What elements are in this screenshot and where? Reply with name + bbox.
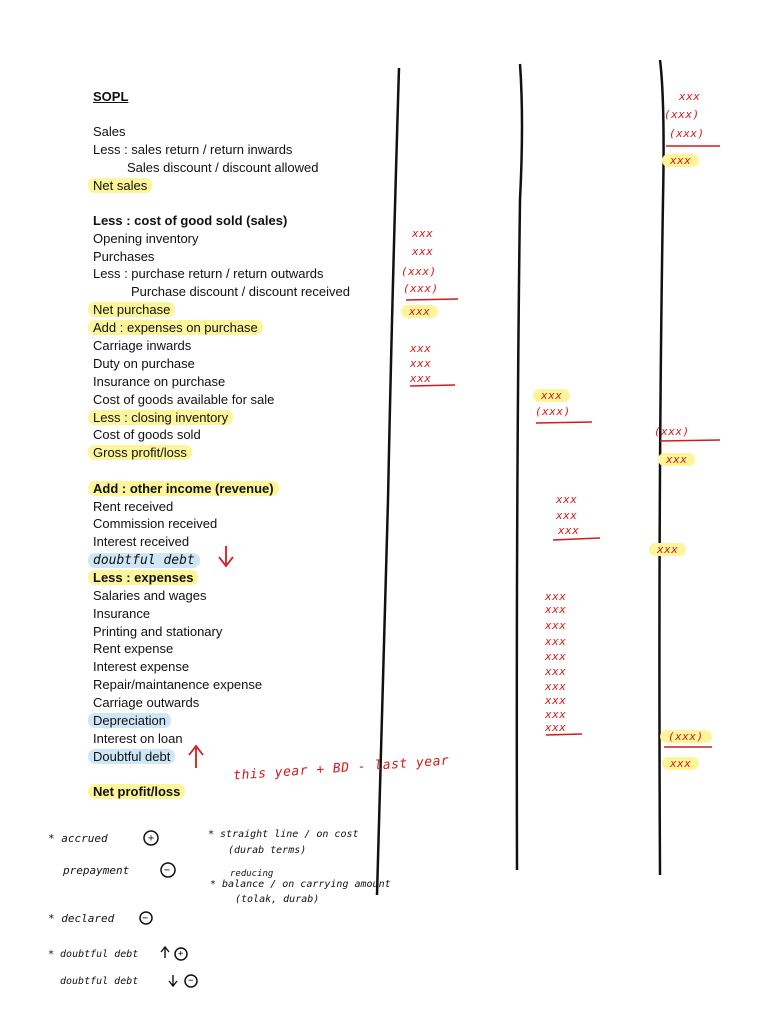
line-doubtful-debt: Doubtful debt [88, 749, 175, 764]
arrow-down-icon [219, 546, 233, 566]
amount-col3-net-sales: xxx [662, 154, 699, 167]
amount-col2-depreciation: xxx [545, 694, 567, 707]
note-declared: * declared [48, 912, 115, 925]
underline-col3-cogs [660, 440, 720, 441]
amount-col2-interest-on-loan: xxx [545, 708, 567, 721]
line-insurance: Insurance [93, 606, 151, 621]
line-carriage-inwards: Carriage inwards [93, 338, 192, 353]
line-gross-profit-loss: Gross profit/loss [88, 445, 192, 460]
arrow-up-small-icon [161, 947, 169, 958]
amount-col3-net-profit: xxx [662, 757, 699, 770]
line-expenses-on-purchase: Add : expenses on purchase [88, 320, 263, 335]
line-net-purchase: Net purchase [88, 302, 175, 317]
amount-col2-insurance: xxx [545, 603, 567, 616]
line-printing-stationary: Printing and stationary [93, 624, 223, 639]
amount-col2-closing-inventory: (xxx) [535, 405, 571, 418]
line-opening-inventory: Opening inventory [93, 231, 199, 246]
amount-col2-printing: xxx [545, 619, 567, 632]
arrow-up-icon [189, 746, 203, 768]
note-reducing: reducing [230, 869, 274, 879]
amount-col2-commission-received: xxx [556, 509, 578, 522]
amount-col1-purchase-discount: (xxx) [403, 282, 439, 295]
line-sales-return: Less : sales return / return inwards [93, 142, 293, 157]
line-insurance-on-purchase: Insurance on purchase [93, 374, 226, 389]
amount-col1-duty: xxx [410, 357, 432, 370]
line-depreciation: Depreciation [88, 713, 171, 728]
line-sales-discount: Sales discount / discount allowed [127, 160, 319, 175]
line-purchases: Purchases [93, 249, 155, 264]
note-doubtful-up-sign: + [178, 949, 184, 959]
note-prepayment: prepayment [63, 864, 130, 877]
amount-col1-purchases: xxx [412, 245, 434, 258]
amount-col2-carriage-outwards: xxx [545, 680, 567, 693]
underline-col1-purchase [406, 299, 458, 300]
line-closing-inventory: Less : closing inventory [88, 410, 233, 425]
line-carriage-outwards: Carriage outwards [93, 695, 200, 710]
amount-col2-available-for-sale: xxx [533, 389, 570, 402]
underline-col1-expenses [410, 385, 455, 386]
amount-col2-salaries: xxx [545, 590, 567, 603]
note-straight-line-sub: (durab terms) [228, 845, 307, 856]
line-interest-on-loan: Interest on loan [93, 731, 183, 746]
line-interest-expense: Interest expense [93, 659, 190, 674]
line-purchase-discount: Purchase discount / discount received [131, 284, 350, 299]
note-doubtful-debt-up: * doubtful debt [48, 949, 139, 960]
line-interest-received: Interest received [93, 534, 190, 549]
amount-col2-rent: xxx [545, 635, 567, 648]
note-doubtful-down-sign: − [188, 976, 194, 986]
amount-col1-purchase-return: (xxx) [401, 265, 437, 278]
column-line-3 [659, 60, 663, 875]
line-other-income-header: Add : other income (revenue) [88, 481, 279, 496]
note-declared-sign: − [142, 913, 149, 924]
line-cost-available-for-sale: Cost of goods available for sale [93, 392, 275, 407]
amount-col2-repair: xxx [545, 665, 567, 678]
statement-title: SOPL [93, 89, 129, 104]
amount-col2-rent-received: xxx [556, 493, 578, 506]
line-duty-on-purchase: Duty on purchase [93, 356, 195, 371]
note-balance: * balance / on carrying amount [210, 879, 391, 890]
amount-col3-expenses: (xxx) [660, 730, 712, 743]
amount-col3-gross-profit: xxx [658, 453, 695, 466]
note-straight-line: * straight line / on cost [208, 829, 359, 840]
note-prepayment-sign: − [164, 865, 171, 876]
amount-col1-insurance: xxx [410, 372, 432, 385]
line-cost-of-goods-sold: Cost of goods sold [93, 427, 201, 442]
amount-col2-interest: xxx [545, 650, 567, 663]
annotation-this-year-note: this year + BD - last year [232, 753, 450, 784]
line-commission-received: Commission received [93, 516, 218, 531]
amount-col3-other-income: xxx [649, 543, 686, 556]
line-salaries-wages: Salaries and wages [93, 588, 207, 603]
amount-col1-net-purchase: xxx [401, 305, 438, 318]
amount-col1-carriage-inwards: xxx [410, 342, 432, 355]
amount-col2-doubtful-debt: xxx [545, 721, 567, 734]
underline-col2-expenses [546, 734, 582, 735]
note-balance-sub: (tolak, durab) [235, 894, 320, 905]
amount-col3-sales-discount: (xxx) [669, 127, 705, 140]
amount-col3-sales: xxx [679, 90, 701, 103]
amount-col2-interest-received: xxx [558, 524, 580, 537]
line-doubtful-debt-handwritten: doubtful debt [88, 553, 200, 568]
line-rent-expense: Rent expense [93, 641, 174, 656]
line-sales: Sales [93, 124, 126, 139]
column-line-2 [517, 64, 522, 870]
arrow-down-small-icon [169, 975, 177, 986]
note-accrued: * accrued [48, 832, 108, 845]
line-rent-received: Rent received [93, 499, 174, 514]
amount-col1-opening: xxx [412, 227, 434, 240]
line-expenses-header: Less : expenses [88, 570, 198, 585]
note-doubtful-debt-down: doubtful debt [60, 976, 139, 987]
line-repair-expense: Repair/maintanence expense [93, 677, 263, 692]
line-purchase-return: Less : purchase return / return outwards [93, 266, 324, 281]
underline-col2-closing [536, 422, 592, 423]
note-accrued-sign: + [148, 833, 155, 844]
line-net-sales: Net sales [88, 178, 152, 193]
line-cogs-header: Less : cost of good sold (sales) [93, 213, 288, 228]
amount-col3-cost-of-goods-sold: (xxx) [654, 425, 690, 438]
line-net-profit-loss: Net profit/loss [88, 784, 185, 799]
underline-col2-income [553, 538, 600, 540]
amount-col3-sales-return: (xxx) [664, 108, 700, 121]
